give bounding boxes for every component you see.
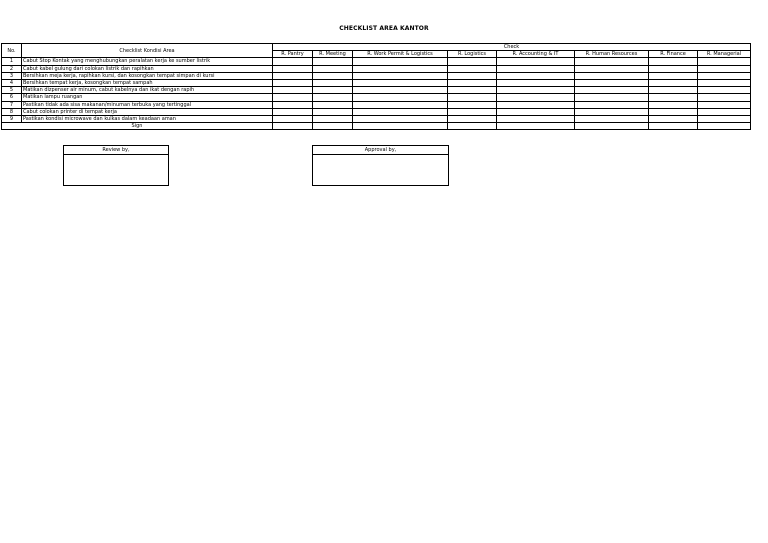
- check-cell[interactable]: [497, 94, 575, 101]
- header-check-col: R. Meeting: [313, 51, 353, 58]
- sign-cell[interactable]: [698, 123, 751, 130]
- row-checklist-item: Cabut kabel gulung dari colokan listrik dan rapihkan: [22, 65, 273, 72]
- check-cell[interactable]: [353, 72, 448, 79]
- sign-cell[interactable]: [313, 123, 353, 130]
- sign-cell[interactable]: [575, 123, 649, 130]
- check-cell[interactable]: [313, 65, 353, 72]
- check-cell[interactable]: [649, 65, 698, 72]
- check-cell[interactable]: [575, 80, 649, 87]
- row-number: 4: [2, 80, 22, 87]
- check-cell[interactable]: [698, 80, 751, 87]
- check-cell[interactable]: [649, 58, 698, 65]
- check-cell[interactable]: [497, 116, 575, 123]
- table-row: [2, 94, 751, 101]
- check-cell[interactable]: [313, 80, 353, 87]
- checklist-table: [1, 43, 751, 130]
- check-cell[interactable]: [448, 65, 497, 72]
- check-cell[interactable]: [497, 72, 575, 79]
- table-row: [2, 87, 751, 94]
- header-check-col: R. Accounting & IT: [497, 51, 575, 58]
- header-check-col: R. Managerial: [698, 51, 751, 58]
- check-cell[interactable]: [575, 94, 649, 101]
- check-cell[interactable]: [448, 101, 497, 108]
- check-cell[interactable]: [273, 116, 313, 123]
- check-cell[interactable]: [497, 87, 575, 94]
- review-label: Review by,: [64, 146, 168, 155]
- check-cell[interactable]: [313, 87, 353, 94]
- check-cell[interactable]: [649, 101, 698, 108]
- table-row: [2, 101, 751, 108]
- check-cell[interactable]: [497, 80, 575, 87]
- row-number: 9: [2, 116, 22, 123]
- row-checklist-item: Pastikan tidak ada sisa makanan/minuman terbuka yang tertinggal: [22, 101, 273, 108]
- check-cell[interactable]: [353, 65, 448, 72]
- approval-label: Approval by,: [313, 146, 448, 155]
- sign-row: [2, 123, 751, 130]
- check-cell[interactable]: [273, 87, 313, 94]
- sign-cell[interactable]: [649, 123, 698, 130]
- check-cell[interactable]: [575, 116, 649, 123]
- table-row: [2, 58, 751, 65]
- approval-sign-box: [312, 145, 449, 186]
- check-cell[interactable]: [353, 87, 448, 94]
- table-row: [2, 65, 751, 72]
- check-cell[interactable]: [575, 72, 649, 79]
- row-number: 2: [2, 65, 22, 72]
- check-cell[interactable]: [649, 94, 698, 101]
- check-cell[interactable]: [698, 94, 751, 101]
- check-cell[interactable]: [698, 101, 751, 108]
- row-checklist-item: Cabut colokan printer di tempat kerja: [22, 108, 273, 115]
- check-cell[interactable]: [448, 80, 497, 87]
- sign-cell[interactable]: [273, 123, 313, 130]
- row-number: 1: [2, 58, 22, 65]
- row-checklist-item: Matikan lampu ruangan: [22, 94, 273, 101]
- check-cell[interactable]: [353, 101, 448, 108]
- header-check-col: R. Work Permit & Logistics: [353, 51, 448, 58]
- check-cell[interactable]: [649, 80, 698, 87]
- check-cell[interactable]: [497, 101, 575, 108]
- header-check-col: R. Pantry: [273, 51, 313, 58]
- check-cell[interactable]: [497, 65, 575, 72]
- check-cell[interactable]: [575, 108, 649, 115]
- row-checklist-item: Bersihkan meja kerja, rapihkan kursi, dan kosongkan tempat simpan di kursi: [22, 72, 273, 79]
- check-cell[interactable]: [313, 94, 353, 101]
- page-title: CHECKLIST AREA KANTOR: [339, 25, 429, 32]
- check-cell[interactable]: [575, 58, 649, 65]
- table-row: [2, 116, 751, 123]
- check-cell[interactable]: [575, 87, 649, 94]
- check-cell[interactable]: [448, 108, 497, 115]
- sign-cell[interactable]: [353, 123, 448, 130]
- check-cell[interactable]: [649, 72, 698, 79]
- check-cell[interactable]: [353, 80, 448, 87]
- check-cell[interactable]: [313, 108, 353, 115]
- row-checklist-item: Cabut Stop Kontak yang menghubungkan peralatan kerja ke sumber listrik: [22, 58, 273, 65]
- sign-cell[interactable]: [497, 123, 575, 130]
- header-checklist-item: Checklist Kondisi Area: [22, 44, 273, 58]
- row-number: 8: [2, 108, 22, 115]
- check-cell[interactable]: [497, 58, 575, 65]
- check-cell[interactable]: [273, 80, 313, 87]
- check-cell[interactable]: [353, 94, 448, 101]
- check-cell[interactable]: [649, 108, 698, 115]
- check-cell[interactable]: [698, 87, 751, 94]
- row-checklist-item: Pastikan kondisi microwave dan kulkas dalam keadaan aman: [22, 116, 273, 123]
- row-checklist-item: Bersihkan tempat kerja, kosongkan tempat sampah: [22, 80, 273, 87]
- row-number: 3: [2, 72, 22, 79]
- row-number: 6: [2, 94, 22, 101]
- check-cell[interactable]: [313, 116, 353, 123]
- check-cell[interactable]: [448, 87, 497, 94]
- check-cell[interactable]: [313, 72, 353, 79]
- sign-label: Sign: [2, 123, 273, 130]
- header-check-col: R. Finance: [649, 51, 698, 58]
- check-cell[interactable]: [273, 101, 313, 108]
- check-cell[interactable]: [698, 108, 751, 115]
- check-cell[interactable]: [497, 108, 575, 115]
- table-row: [2, 108, 751, 115]
- check-cell[interactable]: [698, 58, 751, 65]
- check-cell[interactable]: [353, 58, 448, 65]
- table-row: [2, 72, 751, 79]
- check-cell[interactable]: [448, 94, 497, 101]
- check-cell[interactable]: [313, 101, 353, 108]
- header-check-col: R. Logistics: [448, 51, 497, 58]
- check-cell[interactable]: [273, 58, 313, 65]
- table-row: [2, 80, 751, 87]
- sign-cell[interactable]: [448, 123, 497, 130]
- header-check-col: R. Human Resources: [575, 51, 649, 58]
- check-cell[interactable]: [448, 72, 497, 79]
- check-cell[interactable]: [698, 72, 751, 79]
- row-number: 7: [2, 101, 22, 108]
- check-cell[interactable]: [273, 108, 313, 115]
- header-check-group: Check: [273, 44, 751, 51]
- check-cell[interactable]: [649, 116, 698, 123]
- check-cell[interactable]: [649, 87, 698, 94]
- check-cell[interactable]: [448, 58, 497, 65]
- check-cell[interactable]: [448, 116, 497, 123]
- check-cell[interactable]: [698, 116, 751, 123]
- check-cell[interactable]: [273, 94, 313, 101]
- check-cell[interactable]: [273, 65, 313, 72]
- check-cell[interactable]: [353, 108, 448, 115]
- check-cell[interactable]: [273, 72, 313, 79]
- check-cell[interactable]: [353, 116, 448, 123]
- row-checklist-item: Matikan dizpenser air minum, cabut kabelnya dan ikat dengan rapih: [22, 87, 273, 94]
- check-cell[interactable]: [313, 58, 353, 65]
- header-no: No.: [2, 44, 22, 58]
- review-sign-box: [63, 145, 169, 186]
- check-cell[interactable]: [698, 65, 751, 72]
- check-cell[interactable]: [575, 65, 649, 72]
- row-number: 5: [2, 87, 22, 94]
- check-cell[interactable]: [575, 101, 649, 108]
